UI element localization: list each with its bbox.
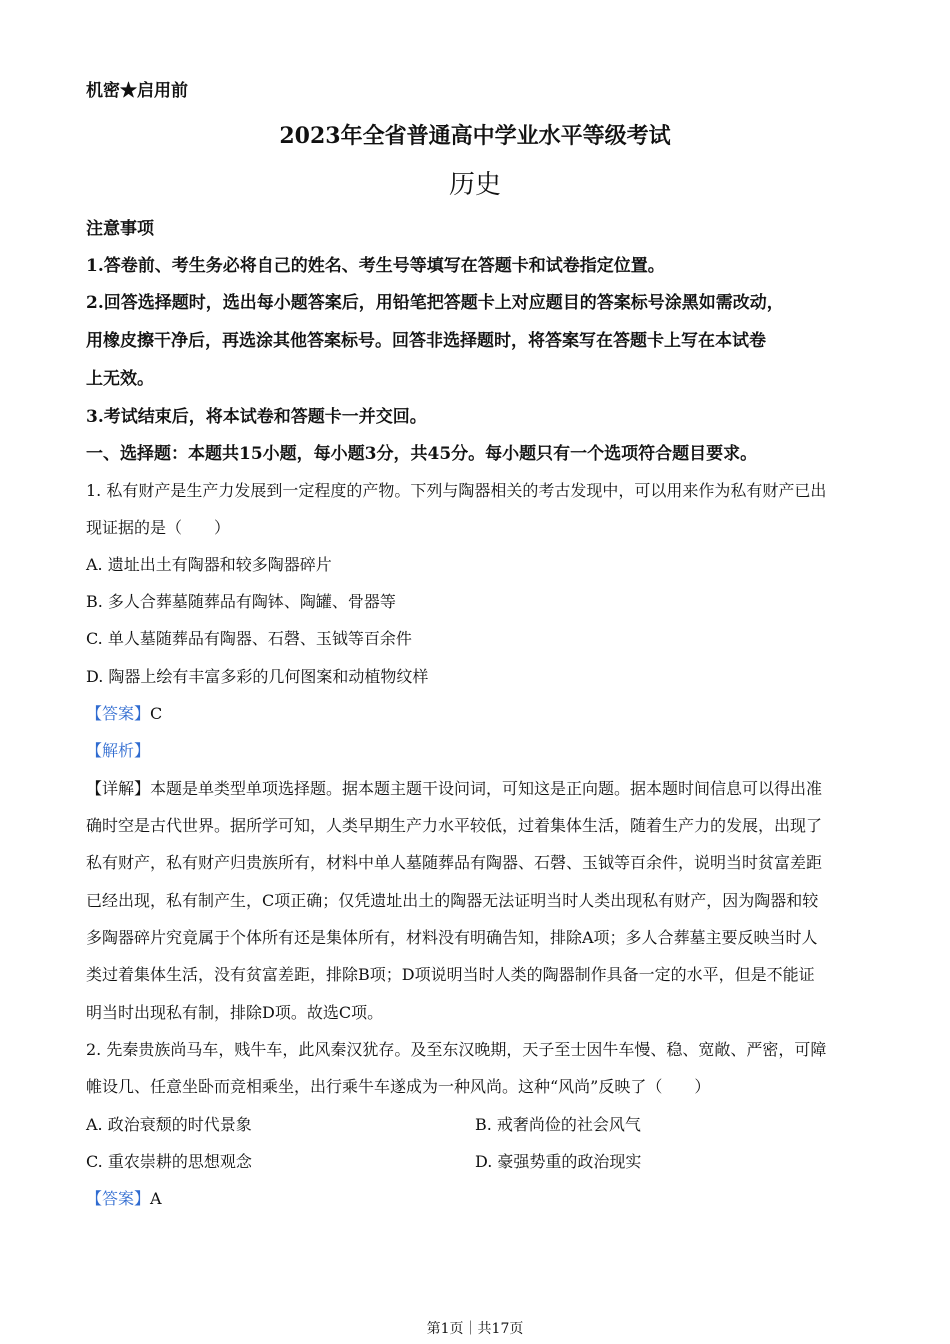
notice-item-1: 1.答卷前、考生务必将自己的姓名、考生号等填写在答题卡和试卷指定位置。 xyxy=(86,256,665,276)
q1-detail-line-5: 多陶器碎片究竟属于个体所有还是集体所有，材料没有明确告知，排除A项；多人合葬墓主要反映当时人 xyxy=(86,928,818,947)
notice-item-3: 3.考试结束后，将本试卷和答题卡一并交回。 xyxy=(86,407,427,427)
q1-option-b: B. 多人合葬墓随葬品有陶钵、陶罐、骨器等 xyxy=(86,592,396,611)
q1-detail-text-1: 本题是单类型单项选择题。据本题主题干设问词，可知这是正向题。据本题时间信息可以得出准 xyxy=(150,779,823,798)
q2-answer xyxy=(86,1188,870,1210)
subject-title: 历史 xyxy=(448,170,501,200)
notice-item-2-line-2: 用橡皮擦干净后，再选涂其他答案标号。回答非选择题时，将答案写在答题卡上写在本试卷 xyxy=(86,331,766,351)
q1-stem-line-1: 1. 私有财产是生产力发展到一定程度的产物。下列与陶器相关的考古发现中，可以用来作为私有财产已出 xyxy=(86,481,827,500)
q1-detail-label: 【详解】 xyxy=(86,779,151,798)
q1-option-a: A. 遗址出土有陶器和较多陶器碎片 xyxy=(86,555,332,574)
q1-detail-line-4: 已经出现，私有制产生，C项正确；仅凭遗址出土的陶器无法证明当时人类出现私有财产，因为陶器和较 xyxy=(86,891,819,910)
notice-item-2-line-3: 上无效。 xyxy=(86,369,154,389)
q1-stem-line-2: 现证据的是（ ） xyxy=(86,518,231,537)
secret-label: 机密★启用前 xyxy=(86,81,188,101)
q1-answer-value: C xyxy=(150,704,163,723)
q1-analysis-label: 【解析】 xyxy=(86,741,151,760)
notice-item-2-line-1: 2.回答选择题时，选出每小题答案后，用铅笔把答题卡上对应题目的答案标号涂黑如需改动， xyxy=(86,293,784,313)
section-1-heading: 一、选择题：本题共15小题，每小题3分，共45分。每小题只有一个选项符合题目要求。 xyxy=(86,444,758,464)
q2-answer-label: 【答案】 xyxy=(86,1189,151,1208)
q1-answer xyxy=(86,703,870,725)
q1-option-c: C. 单人墓随葬品有陶器、石磬、玉钺等百余件 xyxy=(86,629,412,648)
q1-detail-line-2: 确时空是古代世界。据所学可知，人类早期生产力水平较低，过着集体生活，随着生产力的发展，出现了 xyxy=(86,816,823,835)
q1-detail-line-6: 类过着集体生活，没有贫富差距，排除B项；D项说明当时人类的陶器制作具备一定的水平，但是不能证 xyxy=(86,965,815,984)
q1-detail-line-1 xyxy=(86,778,870,800)
q2-option-a: A. 政治衰颓的时代景象 xyxy=(86,1115,252,1134)
q2-stem-line-2: 帷设几、任意坐卧而竞相乘坐，出行乘牛车遂成为一种风尚。这种“风尚”反映了（ ） xyxy=(86,1077,711,1096)
q2-option-b: B. 戒奢尚俭的社会风气 xyxy=(475,1115,641,1134)
page-footer: 第1页｜共17页 xyxy=(426,1321,524,1337)
q2-option-d: D. 豪强势重的政治现实 xyxy=(475,1152,642,1171)
q2-stem-line-1: 2. 先秦贵族尚马车，贱牛车，此风秦汉犹存。及至东汉晚期，天子至士因牛车慢、稳、宽敞、严密，可障 xyxy=(86,1040,827,1059)
q1-detail-line-3: 私有财产，私有财产归贵族所有，材料中单人墓随葬品有陶器、石磬、玉钺等百余件，说明当时贫富差距 xyxy=(86,853,823,872)
q2-answer-value: A xyxy=(150,1189,162,1208)
notice-heading: 注意事项 xyxy=(86,219,154,239)
q1-option-d: D. 陶器上绘有丰富多彩的几何图案和动植物纹样 xyxy=(86,667,429,686)
exam-title: 2023年全省普通高中学业水平等级考试 xyxy=(279,123,671,149)
q1-detail-line-7: 明当时出现私有制，排除D项。故选C项。 xyxy=(86,1003,384,1022)
q2-option-c: C. 重农崇耕的思想观念 xyxy=(86,1152,252,1171)
q1-answer-label: 【答案】 xyxy=(86,704,151,723)
